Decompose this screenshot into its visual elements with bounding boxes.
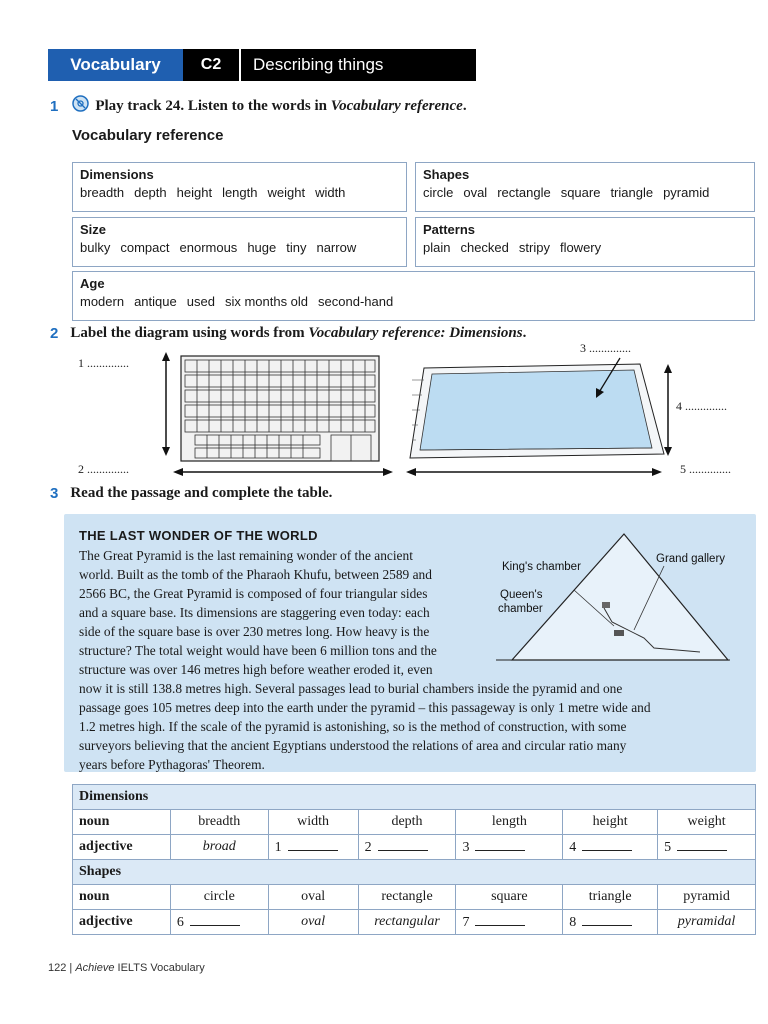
table-section-row xyxy=(73,785,756,810)
vocab-box-size xyxy=(72,217,407,267)
answer-blank-2[interactable]: 2 xyxy=(358,835,456,860)
row-header: noun xyxy=(73,885,171,910)
vocab-box-age xyxy=(72,271,755,321)
question-1 xyxy=(50,95,467,117)
unit-title: Describing things xyxy=(241,49,476,81)
vocab-box-dimensions xyxy=(72,162,407,212)
table-cell: oval xyxy=(268,910,358,935)
grand-gallery-label: Grand gallery xyxy=(656,553,726,565)
table-row xyxy=(73,835,756,860)
kings-chamber-label: King's chamber xyxy=(502,561,581,573)
page-number: 122 xyxy=(48,962,67,974)
table-cell: breadth xyxy=(170,810,268,835)
vocab-box-title: Age xyxy=(80,276,105,291)
table-cell: triangle xyxy=(563,885,658,910)
table-cell: length xyxy=(456,810,563,835)
table-cell: height xyxy=(563,810,658,835)
row-header: adjective xyxy=(73,910,171,935)
answer-table xyxy=(72,784,756,935)
vocab-word-list: bulky compact enormous huge tiny narrow xyxy=(80,240,357,255)
table-cell: pyramidal xyxy=(658,910,756,935)
table-cell: oval xyxy=(268,885,358,910)
diagram-label-3: 3 .............. xyxy=(580,341,631,355)
passage-title: THE LAST WONDER OF THE WORLD xyxy=(79,528,318,543)
table-cell: weight xyxy=(658,810,756,835)
vocab-box-title: Shapes xyxy=(423,167,470,182)
question-instruction: Play track 24. Listen to the words in Vocabulary reference. xyxy=(95,97,467,114)
diagram-label-1: 1 .............. xyxy=(78,356,129,370)
pyramid-diagram xyxy=(494,526,756,666)
vocab-word-list: breadth depth height length weight width xyxy=(80,185,346,200)
vocab-box-title: Dimensions xyxy=(80,167,154,182)
question-number: 2 xyxy=(50,325,59,342)
row-header: adjective xyxy=(73,835,171,860)
audio-track-icon[interactable] xyxy=(72,95,89,117)
passage-text-top: The Great Pyramid is the last remaining wonder of the ancient world. Built as the tomb of the Pharaoh Khufu, between 2589 and 2566 BC, the Great Pyramid is composed of four triangular sides and a square base. Its dimensions are staggering even today: each side of the square base is over 230 metres long. How heavy is the structure? The total weight would have been 6 million tons and the structure was over 146 metres high before weather eroded it, even xyxy=(79,548,437,677)
diagram-label-5: 5 .............. xyxy=(680,462,731,476)
answer-blank-1[interactable]: 1 xyxy=(268,835,358,860)
answer-blank-4[interactable]: 4 xyxy=(563,835,658,860)
section-label: Vocabulary xyxy=(48,49,183,81)
vocab-word-list: circle oval rectangle square triangle pyramid xyxy=(423,185,710,200)
table-row xyxy=(73,885,756,910)
question-instruction: Read the passage and complete the table. xyxy=(70,485,333,501)
page-footer: 122 | Achieve IELTS Vocabulary xyxy=(48,962,205,974)
table-cell: circle xyxy=(170,885,268,910)
table-cell: rectangle xyxy=(358,885,456,910)
vocab-word-list: modern antique used six months old second-hand xyxy=(80,294,394,309)
answer-blank-6[interactable]: 6 xyxy=(170,910,268,935)
table-cell: pyramid xyxy=(658,885,756,910)
vocab-word-list: plain checked stripy flowery xyxy=(423,240,602,255)
question-instruction: Label the diagram using words from Vocabulary reference: Dimensions. xyxy=(70,325,527,341)
answer-blank-5[interactable]: 5 xyxy=(658,835,756,860)
queens-chamber-label: Queen's xyxy=(500,589,543,601)
question-number: 1 xyxy=(50,97,59,115)
table-section-header: Dimensions xyxy=(73,785,756,810)
table-row xyxy=(73,910,756,935)
pool-diagram xyxy=(400,350,680,480)
vocab-box-title: Patterns xyxy=(423,222,476,237)
table-section-header: Shapes xyxy=(73,860,756,885)
question-2 xyxy=(50,325,526,342)
queens-chamber-label-2: chamber xyxy=(498,603,543,615)
row-header: noun xyxy=(73,810,171,835)
vocab-box-title: Size xyxy=(80,222,107,237)
book-title: Achieve xyxy=(75,962,115,974)
answer-blank-7[interactable]: 7 xyxy=(456,910,563,935)
unit-code: C2 xyxy=(183,49,241,81)
table-cell: width xyxy=(268,810,358,835)
question-number: 3 xyxy=(50,485,59,502)
diagram-label-2: 2 .............. xyxy=(78,462,129,476)
section-header xyxy=(48,49,476,81)
building-diagram xyxy=(155,350,400,480)
question-3 xyxy=(50,485,332,502)
passage-text-bottom: now it is still 138.8 metres high. Several passages lead to burial chambers inside the pyramid and one passage goes 105 metres deep into the earth under the pyramid – this passageway is only 1 metre wide and 1.2 metres high. If the scale of the pyramid is astonishing, so is the method of construction, with some surveyors believing that the ancient Egyptians understood the relations of area and circular ratio many years before Pythagoras' Theorem. xyxy=(79,681,651,772)
vocab-reference-heading: Vocabulary reference xyxy=(72,127,224,144)
table-cell: depth xyxy=(358,810,456,835)
table-section-row xyxy=(73,860,756,885)
table-row xyxy=(73,810,756,835)
table-cell: square xyxy=(456,885,563,910)
table-cell: broad xyxy=(170,835,268,860)
vocab-box-shapes xyxy=(415,162,755,212)
table-cell: rectangular xyxy=(358,910,456,935)
answer-blank-8[interactable]: 8 xyxy=(563,910,658,935)
diagram-label-4: 4 .............. xyxy=(676,399,727,413)
answer-blank-3[interactable]: 3 xyxy=(456,835,563,860)
vocab-box-patterns xyxy=(415,217,755,267)
